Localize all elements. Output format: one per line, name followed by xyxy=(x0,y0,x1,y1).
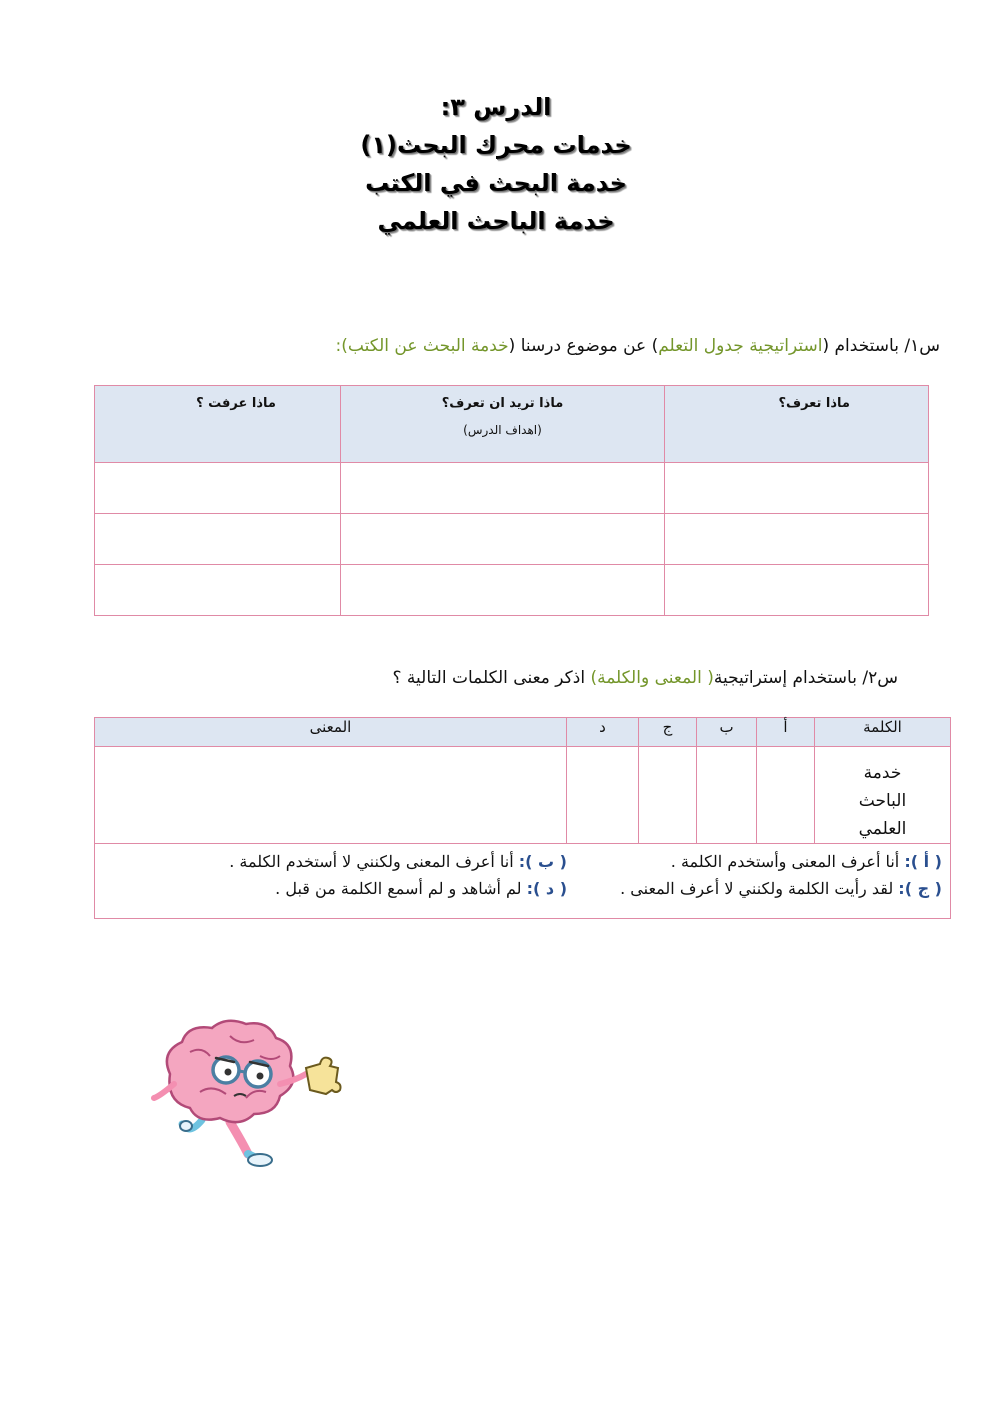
table-row xyxy=(95,747,951,844)
q1-middle: ) عن موضوع درسنا ( xyxy=(508,336,659,356)
vocab-legend-row xyxy=(95,844,951,919)
kwl-table xyxy=(94,385,929,616)
legend-line-1 xyxy=(95,852,950,879)
title-line-2: خدمات محرك البحث(١) xyxy=(360,131,632,159)
q1-prefix: س١/ باستخدام ( xyxy=(822,336,940,356)
vocab-header-meaning: المعنى xyxy=(95,718,567,747)
kwl-cell-know[interactable] xyxy=(665,565,929,616)
vocab-cell-meaning[interactable] xyxy=(95,747,567,844)
q1-strategy: استراتيجية جدول التعلم xyxy=(658,336,823,356)
legend-line-2 xyxy=(95,879,950,906)
vocab-cell-b[interactable] xyxy=(697,747,757,844)
vocab-cell-a[interactable] xyxy=(757,747,815,844)
legend-item-a: ( أ ): أنا أعرف المعنى وأستخدم الكلمة . xyxy=(670,852,942,871)
kwl-header-know: ماذا تعرف؟ xyxy=(665,386,929,463)
q1-suffix: ): xyxy=(335,336,348,356)
kwl-cell-want[interactable] xyxy=(341,565,665,616)
kwl-cell-know[interactable] xyxy=(665,463,929,514)
vocab-header-a: أ xyxy=(757,718,815,747)
vocab-header-word: الكلمة xyxy=(815,718,951,747)
vocab-table xyxy=(94,717,951,919)
vocab-header-b: ب xyxy=(697,718,757,747)
q2-prefix: س٢/ باستخدام إستراتيجية xyxy=(713,668,898,688)
legend-item-d: ( د ): لم أشاهد و لم أسمع الكلمة من قبل . xyxy=(275,879,567,898)
vocab-cell-c[interactable] xyxy=(639,747,697,844)
q2-strategy: ( المعنى والكلمة) xyxy=(590,668,714,688)
question-1 xyxy=(336,336,940,356)
kwl-cell-want[interactable] xyxy=(341,514,665,565)
kwl-header-learned: ماذا عرفت ؟ xyxy=(95,386,341,463)
title-line-1: الدرس ٣: xyxy=(440,93,552,121)
vocab-header-c: ج xyxy=(639,718,697,747)
vocab-word-cell: خدمة الباحث العلمي xyxy=(815,747,951,844)
lesson-title xyxy=(0,88,992,240)
vocab-header-d: د xyxy=(567,718,639,747)
legend-item-c: ( ج ): لقد رأيت الكلمة ولكنني لا أعرف المعنى . xyxy=(620,879,942,898)
vocab-header-row xyxy=(95,718,951,747)
title-line-4: خدمة الباحث العلمي xyxy=(377,207,615,235)
legend-item-b: ( ب ): أنا أعرف المعنى ولكنني لا أستخدم الكلمة . xyxy=(229,852,567,871)
q2-suffix: اذكر معنى الكلمات التالية ؟ xyxy=(392,668,591,688)
vocab-legend xyxy=(95,844,951,919)
question-2 xyxy=(392,668,898,688)
table-row xyxy=(95,514,929,565)
kwl-cell-know[interactable] xyxy=(665,514,929,565)
kwl-header-row xyxy=(95,386,929,463)
kwl-cell-learned[interactable] xyxy=(95,514,341,565)
table-row xyxy=(95,463,929,514)
kwl-cell-learned[interactable] xyxy=(95,565,341,616)
kwl-header-want: ماذا تريد ان تعرف؟ (اهداف الدرس) xyxy=(341,386,665,463)
kwl-header-want-sub: (اهداف الدرس) xyxy=(463,423,542,437)
q1-topic: خدمة البحث عن الكتب xyxy=(347,336,509,356)
title-line-3: خدمة البحث في الكتب xyxy=(365,169,627,197)
kwl-cell-want[interactable] xyxy=(341,463,665,514)
brain-mascot-illustration xyxy=(130,1012,352,1182)
table-row xyxy=(95,565,929,616)
kwl-cell-learned[interactable] xyxy=(95,463,341,514)
vocab-cell-d[interactable] xyxy=(567,747,639,844)
